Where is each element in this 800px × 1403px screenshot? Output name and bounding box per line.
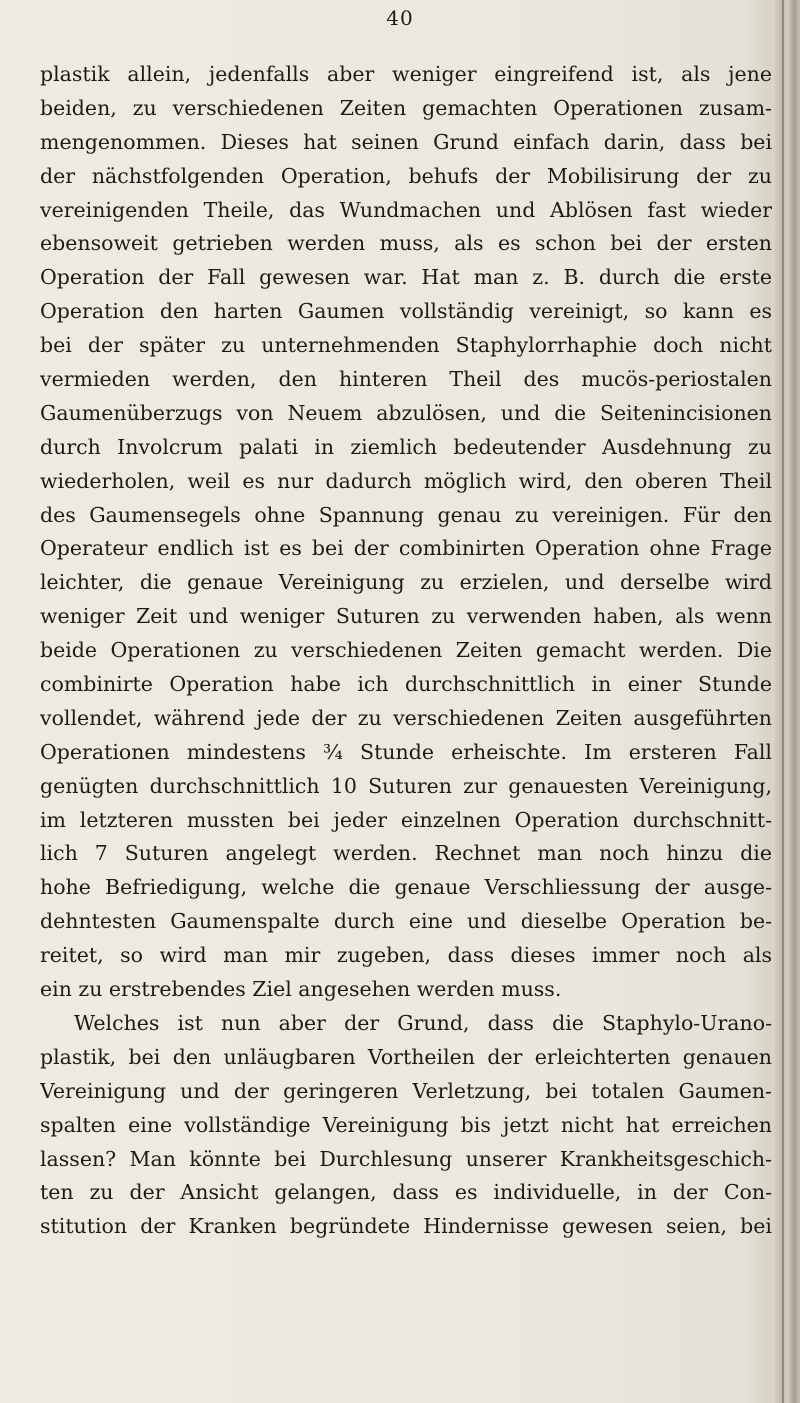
text-line: vereinigenden Theile, das Wundmachen und Ablösen fast wieder [40,197,772,222]
text-line: leichter, die genaue Vereinigung zu erzielen, und derselbe wird [40,570,772,595]
text-line: ebensoweit getrieben werden muss, als es schon bei der ersten [40,231,772,256]
text-line: reitet, so wird man mir zugeben, dass dieses immer noch als [40,943,772,968]
text-line: bei der später zu unternehmenden Staphylorrhaphie doch nicht [40,333,772,358]
binding-shadow-line [782,0,784,1403]
text-line: beide Operationen zu verschiedenen Zeiten gemacht werden. Die [40,638,772,663]
paragraph-start-line: Welches ist nun aber der Grund, dass die Staphylo-Urano- [74,1010,772,1035]
text-line: mengenommen. Dieses hat seinen Grund einfach darin, dass bei [40,129,772,154]
text-line: lich 7 Suturen angelegt werden. Rechnet man noch hinzu die [40,841,772,866]
text-line: Gaumenüberzugs von Neuem abzulösen, und die Seitenincisionen [40,400,772,425]
text-line: der nächstfolgenden Operation, behufs der Mobilisirung der zu [40,163,772,188]
text-line: weniger Zeit und weniger Suturen zu verwenden haben, als wenn [40,604,772,629]
text-line: stitution der Kranken begründete Hindernisse gewesen seien, bei [40,1214,772,1239]
text-line: Vereinigung und der geringeren Verletzung, bei totalen Gaumen- [40,1078,772,1103]
text-line: Operation der Fall gewesen war. Hat man z. B. durch die erste [40,265,772,290]
body-text [40,58,772,1244]
text-line: des Gaumensegels ohne Spannung genau zu vereinigen. Für den [40,502,772,527]
text-line: durch Involcrum palati in ziemlich bedeutender Ausdehnung zu [40,434,772,459]
text-line: beiden, zu verschiedenen Zeiten gemachten Operationen zusam- [40,95,772,120]
text-line: plastik allein, jedenfalls aber weniger eingreifend ist, als jene [40,62,772,86]
text-line: spalten eine vollständige Vereinigung bis jetzt nicht hat erreichen [40,1112,772,1137]
text-line: combinirte Operation habe ich durchschnittlich in einer Stunde [40,672,772,697]
text-line: dehntesten Gaumenspalte durch eine und dieselbe Operation be- [40,909,772,934]
text-line: vollendet, während jede der zu verschiedenen Zeiten ausgeführten [40,705,772,730]
text-line: Operationen mindestens ¾ Stunde erheischte. Im ersteren Fall [40,739,772,764]
text-line: lassen? Man könnte bei Durchlesung unserer Krankheitsgeschich- [40,1146,772,1171]
text-line: plastik, bei den unläugbaren Vortheilen der erleichterten genauen [40,1044,772,1069]
text-line: genügten durchschnittlich 10 Suturen zur genauesten Vereinigung, [40,773,772,798]
text-line: hohe Befriedigung, welche die genaue Verschliessung der ausge- [40,875,772,900]
page-number: 40 [386,6,414,30]
paragraph-end-line: ein zu erstrebendes Ziel angesehen werden muss. [40,977,562,1002]
text-line: wiederholen, weil es nur dadurch möglich wird, den oberen Theil [40,468,772,493]
text-line: vermieden werden, den hinteren Theil des mucös-periostalen [40,367,772,392]
text-line: im letzteren mussten bei jeder einzelnen Operation durchschnitt- [40,807,772,832]
text-line: ten zu der Ansicht gelangen, dass es individuelle, in der Con- [40,1180,772,1205]
page-binding-edge [772,0,800,1403]
text-line: Operateur endlich ist es bei der combinirten Operation ohne Frage [40,536,772,561]
text-line: Operation den harten Gaumen vollständig vereinigt, so kann es [40,299,772,324]
